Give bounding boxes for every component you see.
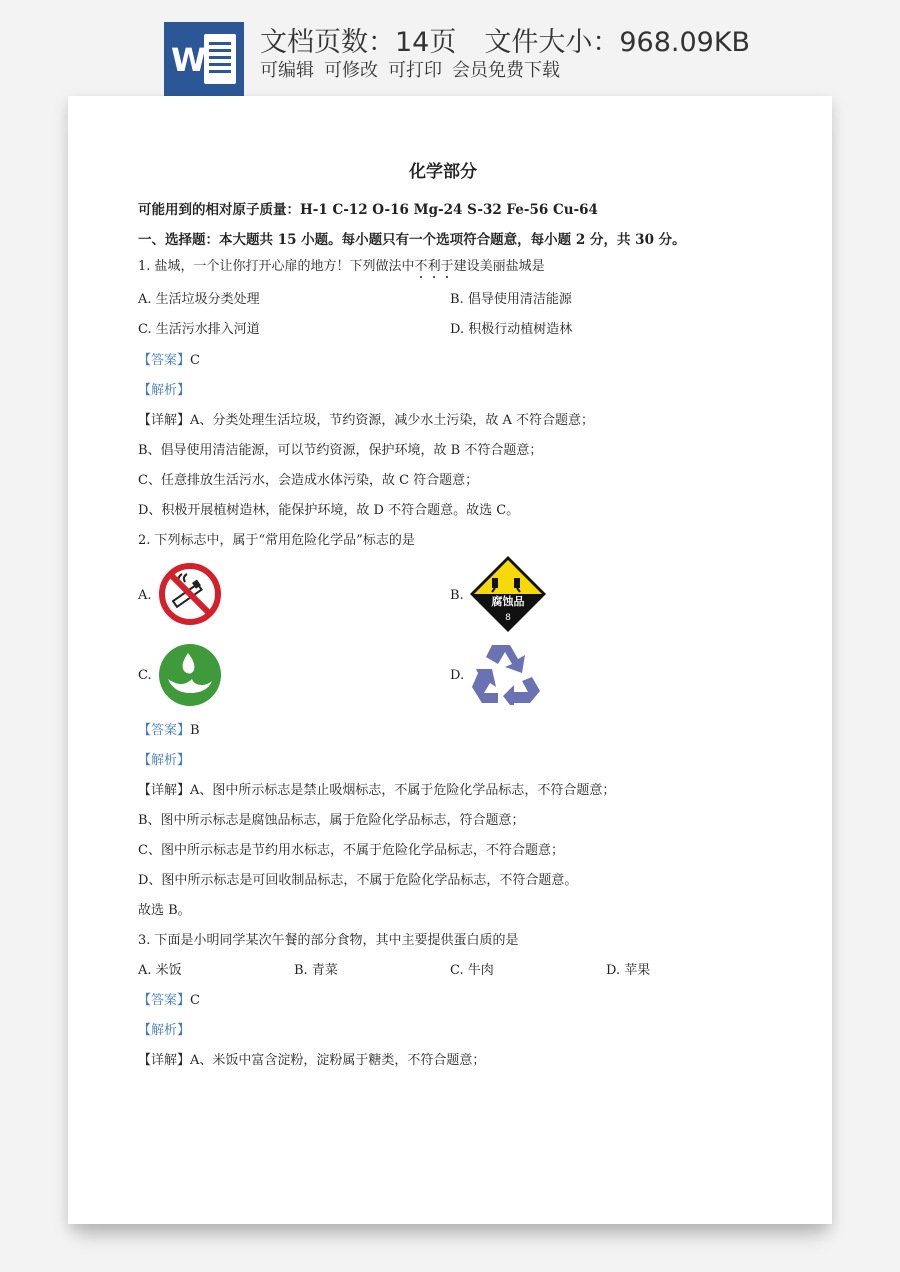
word-letter: W bbox=[171, 41, 207, 79]
question-2-stem: 2. 下列标志中，属于“常用危险化学品”标志的是 bbox=[138, 533, 415, 548]
document-lines bbox=[204, 34, 236, 84]
q3-option-c: C. 牛肉 bbox=[450, 963, 494, 978]
q1-detail-line: D、积极开展植树造林，能保护环境，故 D 不符合题意。故选 C。 bbox=[138, 503, 520, 518]
hazard-class-number: 8 bbox=[505, 613, 511, 623]
q2-answer: 【答案】B bbox=[138, 723, 200, 738]
q1-analysis-tag: 【解析】 bbox=[138, 383, 191, 398]
q1-option-c: C. 生活污水排入河道 bbox=[138, 322, 260, 337]
q2-detail-line: 【详解】A、图中所示标志是禁止吸烟标志，不属于危险化学品标志，不符合题意； bbox=[138, 783, 616, 798]
q1-detail-line: C、任意排放生活污水，会造成水体污染，故 C 符合题意； bbox=[138, 473, 479, 488]
q1-detail-line: 【详解】A、分类处理生活垃圾，节约资源，减少水土污染，故 A 不符合题意； bbox=[138, 413, 595, 428]
atomic-mass-line: 可能用到的相对原子质量：H-1 C-12 O-16 Mg-24 S-32 Fe-56 Cu-64 bbox=[138, 202, 598, 218]
feature-member-download: 会员免费下载 bbox=[452, 60, 560, 81]
q3-answer: 【答案】C bbox=[138, 993, 200, 1008]
banner-stats bbox=[260, 20, 778, 59]
recycle-sign-icon bbox=[470, 639, 540, 705]
q3-analysis-tag: 【解析】 bbox=[138, 1023, 191, 1038]
water-saving-sign-icon bbox=[158, 643, 222, 707]
banner-features bbox=[260, 56, 570, 82]
feature-modifiable: 可修改 bbox=[324, 60, 378, 81]
no-smoking-sign-icon bbox=[158, 562, 222, 626]
feature-editable: 可编辑 bbox=[260, 60, 314, 81]
file-size-label: 文件大小：968.09KB bbox=[484, 27, 751, 58]
q2-detail-line: 故选 B。 bbox=[138, 903, 191, 918]
emphasis-char: 利 bbox=[427, 259, 441, 274]
q1-option-a: A. 生活垃圾分类处理 bbox=[138, 292, 260, 307]
document-page bbox=[68, 96, 832, 1224]
q3-detail-line: 【详解】A、米饭中富含淀粉，淀粉属于糖类，不符合题意； bbox=[138, 1053, 486, 1068]
question-1-stem: 1. 盐城，一个让你打开心扉的地方！下列做法中不利于建设美丽盐城是 bbox=[138, 259, 545, 274]
q3-option-d: D. 苹果 bbox=[606, 963, 651, 978]
q3-option-b: B. 青菜 bbox=[294, 963, 338, 978]
q1-option-b: B. 倡导使用清洁能源 bbox=[450, 292, 572, 307]
q2-detail-line: B、图中所示标志是腐蚀品标志，属于危险化学品标志，符合题意； bbox=[138, 813, 525, 828]
q2-analysis-tag: 【解析】 bbox=[138, 753, 191, 768]
q2-option-c-label: C. bbox=[138, 668, 152, 683]
section-heading: 一、选择题：本大题共 15 小题。每小题只有一个选项符合题意，每小题 2 分，共 30 分。 bbox=[138, 232, 686, 248]
q1-answer: 【答案】C bbox=[138, 353, 200, 368]
q3-option-a: A. 米饭 bbox=[138, 963, 182, 978]
feature-printable: 可打印 bbox=[388, 60, 442, 81]
download-banner bbox=[0, 0, 900, 96]
q2-option-d-label: D. bbox=[450, 668, 465, 683]
question-3-stem: 3. 下面是小明同学某次午餐的部分食物，其中主要提供蛋白质的是 bbox=[138, 933, 519, 948]
page-title: 化学部分 bbox=[409, 162, 477, 182]
corrosive-hazard-sign-icon bbox=[468, 554, 548, 634]
corrosive-label: 腐蚀品 bbox=[491, 595, 525, 608]
q1-option-d: D. 积极行动植树造林 bbox=[450, 322, 573, 337]
q2-detail-line: D、图中所示标志是可回收制品标志，不属于危险化学品标志，不符合题意。 bbox=[138, 873, 578, 888]
page-count-label: 文档页数：14页 bbox=[260, 27, 457, 58]
word-document-icon bbox=[164, 22, 244, 96]
q2-detail-line: C、图中所示标志是节约用水标志，不属于危险化学品标志，不符合题意； bbox=[138, 843, 564, 858]
q1-detail-line: B、倡导使用清洁能源，可以节约资源，保护环境，故 B 不符合题意； bbox=[138, 443, 543, 458]
emphasis-char: 不 bbox=[414, 259, 428, 274]
emphasis-char: 于 bbox=[440, 259, 454, 274]
q2-option-b-label: B. bbox=[450, 588, 464, 603]
q2-option-a-label: A. bbox=[138, 588, 152, 603]
